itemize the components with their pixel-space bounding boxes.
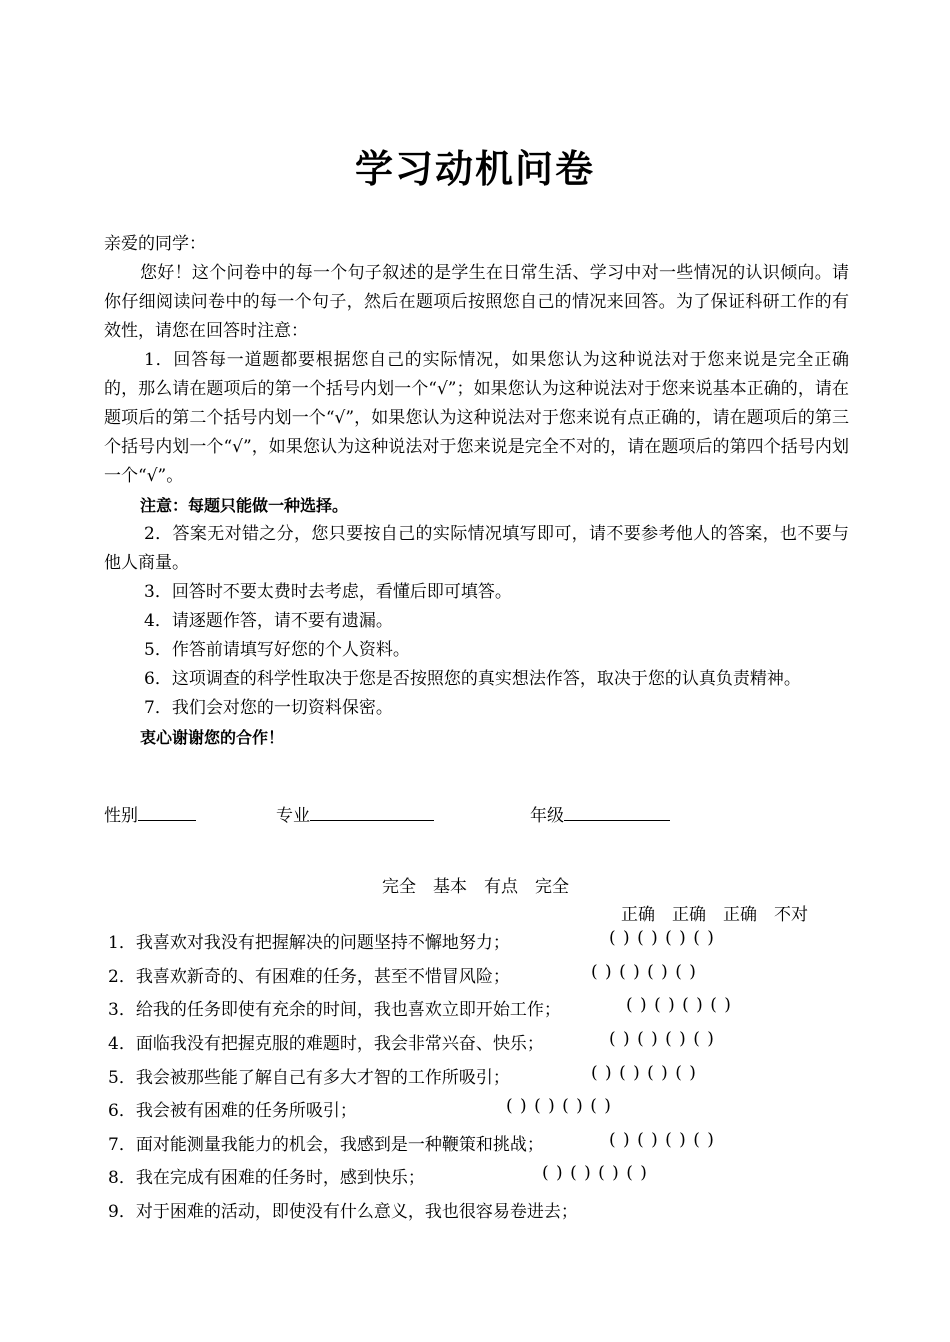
answer-options-1[interactable]: ( ) ( ) ( ) ( ) (609, 928, 715, 948)
rule-note: 注意：每题只能做一种选择。 (140, 496, 349, 515)
major-blank[interactable] (310, 802, 434, 821)
question-7: 7．面对能测量我能力的机会，我感到是一种鞭策和挑战； (108, 1135, 544, 1155)
answer-options-5[interactable]: ( ) ( ) ( ) ( ) (591, 1063, 697, 1083)
greeting: 亲爱的同学： (104, 234, 206, 254)
grade-blank[interactable] (564, 802, 670, 821)
thanks-line: 衷心谢谢您的合作！ (140, 728, 285, 747)
rule-3: 3．回答时不要太费时去考虑，看懂后即可填答。 (144, 582, 512, 602)
grade-label: 年级 (530, 806, 564, 826)
answer-options-6[interactable]: ( ) ( ) ( ) ( ) (506, 1096, 612, 1116)
intro-paragraph: 您好！这个问卷中的每一个句子叙述的是学生在日常生活、学习中对一些情况的认识倾向。请你仔细阅读问卷中的每一个句子，然后在题项后按照您自己的情况来回答。为了保证科研工作的有效性，请您在回答时注意： (104, 263, 849, 341)
question-3: 3．给我的任务即使有充余的时间，我也喜欢立即开始工作； (108, 1000, 561, 1020)
answer-options-8[interactable]: ( ) ( ) ( ) ( ) (542, 1163, 648, 1183)
rule-6: 6．这项调查的科学性取决于您是否按照您的真实想法作答，取决于您的认真负责精神。 (144, 669, 801, 689)
major-label: 专业 (276, 806, 310, 826)
instructions (104, 230, 849, 752)
page-title: 学习动机问卷 (354, 147, 595, 191)
question-1: 1．我喜欢对我没有把握解决的问题坚持不懈地努力； (108, 933, 510, 953)
answer-options-2[interactable]: ( ) ( ) ( ) ( ) (591, 962, 697, 982)
question-9: 9．对于困难的活动，即使没有什么意义，我也很容易卷进去； (108, 1202, 578, 1222)
question-4: 4．面临我没有把握克服的难题时，我会非常兴奋、快乐； (108, 1034, 544, 1054)
scale-header-row1: 完全 基本 有点 完全 (382, 877, 569, 897)
answer-options-7[interactable]: ( ) ( ) ( ) ( ) (609, 1130, 715, 1150)
gender-field[interactable] (104, 801, 196, 826)
gender-label: 性别 (104, 806, 138, 826)
question-8: 8．我在完成有困难的任务时，感到快乐； (108, 1168, 425, 1188)
rule-5: 5．作答前请填写好您的个人资料。 (144, 640, 410, 660)
grade-field[interactable] (530, 801, 670, 826)
rule-4: 4．请逐题作答，请不要有遗漏。 (144, 611, 393, 631)
question-2: 2．我喜欢新奇的、有困难的任务，甚至不惜冒风险； (108, 967, 510, 987)
question-6: 6．我会被有困难的任务所吸引； (108, 1101, 357, 1121)
gender-blank[interactable] (138, 802, 196, 821)
scale-header-row2: 正确 正确 正确 不对 (621, 905, 808, 925)
answer-options-4[interactable]: ( ) ( ) ( ) ( ) (609, 1029, 715, 1049)
rule-1: 1．回答每一道题都要根据您自己的实际情况，如果您认为这种说法对于您来说是完全正确的，那么请在题项后的第一个括号内划一个“√”；如果您认为这种说法对于您来说基本正确的，请在题项后的第二个括号内划一个“√”，如果您认为这种说法对于您来说有点正确的，请在题项后的第三个括号内划一个“√”，如果您认为这种说法对于您来说是完全不对的，请在题项后的第四个括号内划一个“√”。 (104, 350, 849, 486)
rule-7: 7．我们会对您的一切资料保密。 (144, 698, 393, 718)
rule-2: 2．答案无对错之分，您只要按自己的实际情况填写即可，请不要参考他人的答案，也不要与他人商量。 (104, 524, 849, 573)
major-field[interactable] (276, 801, 434, 826)
answer-options-3[interactable]: ( ) ( ) ( ) ( ) (626, 995, 732, 1015)
question-5: 5．我会被那些能了解自己有多大才智的工作所吸引； (108, 1068, 510, 1088)
